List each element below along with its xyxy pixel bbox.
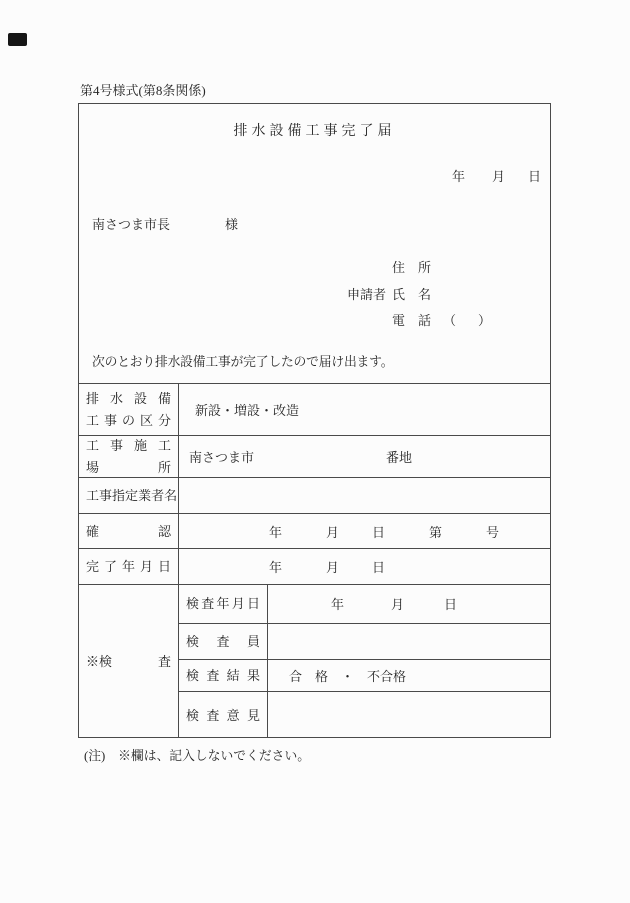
- completion-date-label-cell: [79, 549, 179, 584]
- inspection-month-label: 月: [391, 597, 405, 613]
- table-row-work-site: [79, 435, 550, 477]
- confirmation-month-label: 月: [326, 524, 340, 540]
- completion-year-label: 年: [269, 560, 283, 575]
- table-row-confirmation: [79, 513, 550, 548]
- inspection-date-value-cell: [268, 585, 550, 623]
- work-type-value: 新設・増設・改造: [195, 403, 300, 418]
- inspection-label-right: 査: [157, 654, 171, 669]
- inspection-opinion-label: 検 査 意 見: [186, 707, 260, 723]
- inspection-result-value: 合 格 ・ 不合格: [289, 668, 407, 684]
- date-year-label: 年: [452, 169, 466, 184]
- inspection-year-label: 年: [331, 597, 345, 613]
- work-site-value-cell: [179, 436, 550, 477]
- contractor-label-cell: [79, 478, 179, 513]
- work-site-city: 南さつま市: [189, 450, 255, 465]
- addressee-name: 南さつま市長: [92, 217, 171, 232]
- work-type-label-cell: [79, 384, 179, 435]
- subrow-inspection-result: [179, 659, 550, 692]
- inspection-opinion-label-cell: [179, 692, 268, 738]
- confirmation-label: 確 認: [86, 523, 171, 539]
- inspection-label-cell: [79, 585, 179, 738]
- work-type-label-line1: 排 水 設 備: [86, 391, 171, 406]
- inspection-opinion-value-cell: [268, 692, 550, 738]
- work-site-label-cell: [79, 436, 179, 477]
- inspection-label: [86, 654, 171, 669]
- inspection-date-label: 検 査 年 月 日: [186, 596, 260, 612]
- table-row-completion-date: [79, 548, 550, 584]
- table-row-contractor: [79, 477, 550, 513]
- subrow-inspection-date: [179, 585, 550, 623]
- completion-date-label: 完 了 年 月 日: [86, 559, 171, 574]
- date-month-label: 月: [492, 169, 506, 184]
- work-site-banchi-label: 番地: [386, 450, 413, 465]
- table-row-work-type: [79, 383, 550, 435]
- completion-month-label: 月: [326, 560, 340, 575]
- work-type-label-line2: 工 事 の 区 分: [86, 413, 171, 428]
- applicant-phone-label: 電 話: [392, 313, 432, 328]
- inspection-subtable: [179, 585, 550, 738]
- inspection-result-label: 検 査 結 果: [186, 667, 260, 683]
- inspection-label-left: ※検: [86, 654, 113, 669]
- addressee-honorific: 様: [225, 217, 239, 232]
- form-border-box: [78, 103, 551, 738]
- contractor-label: 工 事 指 定 業 者 名: [86, 488, 178, 503]
- inspection-result-label-cell: [179, 660, 268, 692]
- work-site-label-line1: 工 事 施 工: [86, 438, 171, 453]
- applicant-name-label: 氏 名: [392, 287, 432, 302]
- work-site-label-line2: 場 所: [86, 460, 171, 475]
- subrow-inspector: [179, 623, 550, 659]
- inspection-date-label-cell: [179, 585, 268, 623]
- inspection-result-value-cell: [268, 660, 550, 692]
- completion-day-label: 日: [372, 560, 386, 575]
- form-title: 排水設備工事完了届: [233, 124, 396, 139]
- contractor-value-cell: [179, 478, 550, 513]
- date-day-label: 日: [528, 169, 542, 184]
- inspector-label-cell: [179, 624, 268, 659]
- form-table: [79, 383, 550, 738]
- phone-paren-open: （: [443, 313, 457, 328]
- declaration-statement: 次のとおり排水設備工事が完了したので届け出ます。: [92, 355, 394, 369]
- completion-date-value-cell: [179, 549, 550, 584]
- inspection-day-label: 日: [444, 597, 458, 613]
- scan-artifact: [8, 33, 27, 46]
- subrow-inspection-opinion: [179, 691, 550, 738]
- applicant-address-label: 住 所: [392, 260, 432, 275]
- confirmation-value-cell: [179, 514, 550, 548]
- table-row-inspection: [79, 584, 550, 738]
- applicant-group-label: 申請者: [347, 287, 387, 302]
- phone-paren-close: ）: [478, 313, 492, 328]
- inspector-value-cell: [268, 624, 550, 659]
- confirmation-go-label: 号: [486, 524, 500, 540]
- work-type-value-cell: [179, 384, 550, 435]
- form-number: 第4号様式(第8条関係): [80, 83, 206, 98]
- confirmation-day-label: 日: [372, 524, 386, 540]
- confirmation-dai-label: 第: [429, 524, 443, 540]
- footnote: (注) ※欄は、記入しないでください。: [84, 749, 311, 763]
- confirmation-year-label: 年: [269, 524, 283, 540]
- confirmation-label-cell: [79, 514, 179, 548]
- inspector-label: 検 査 員: [186, 633, 260, 649]
